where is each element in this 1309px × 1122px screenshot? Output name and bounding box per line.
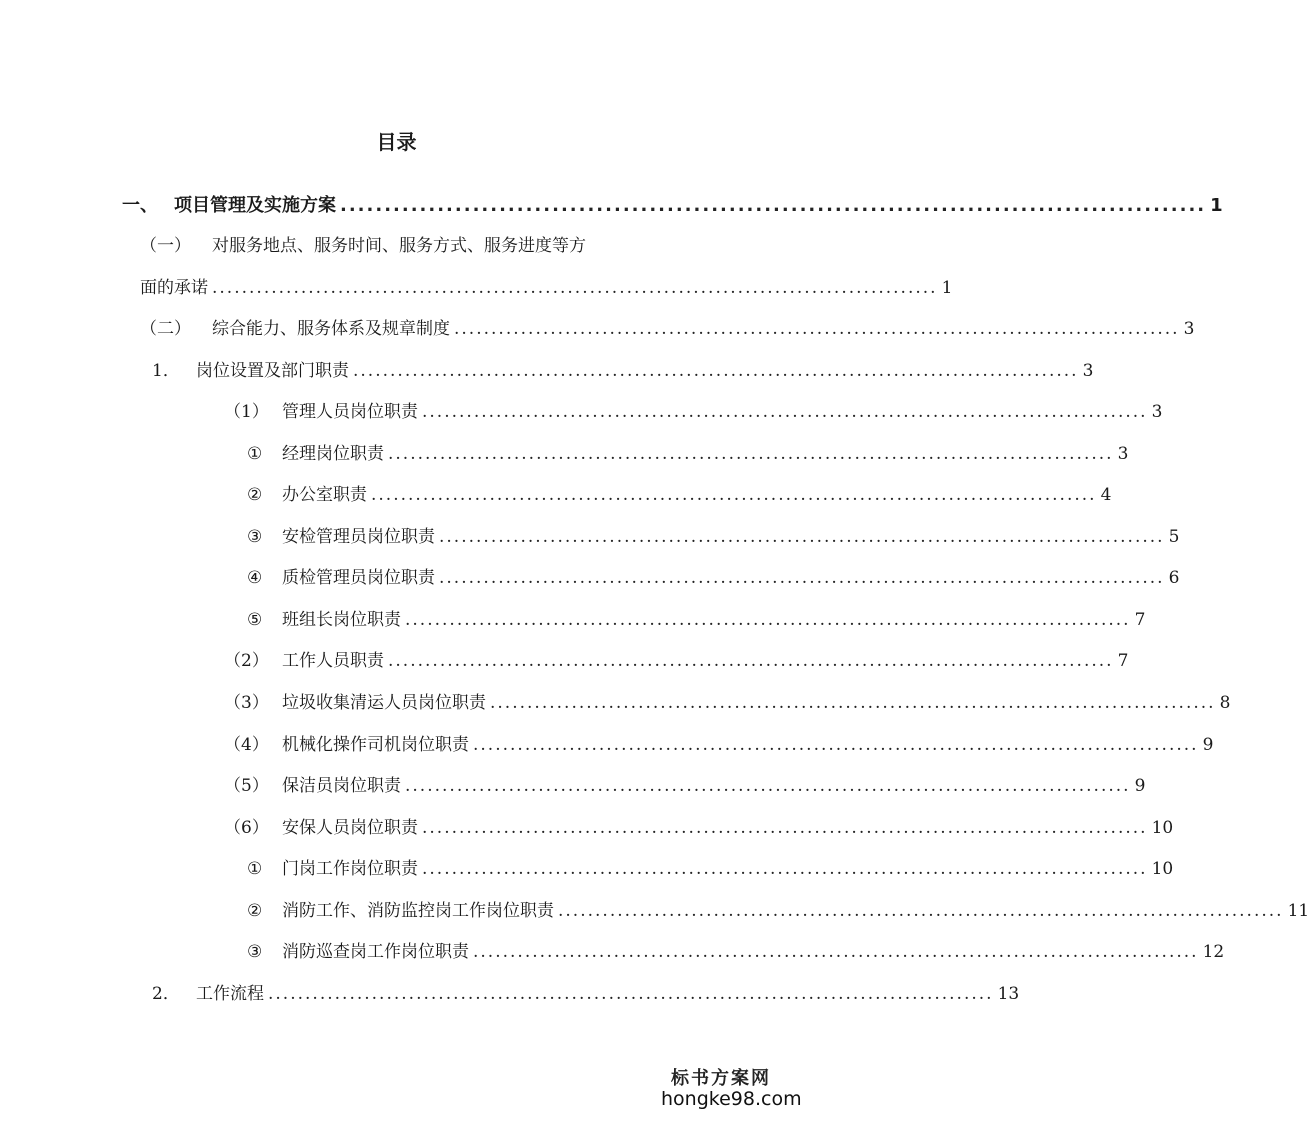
- toc-entry-number: ①: [247, 444, 263, 464]
- toc-entry-title: 经理岗位职责: [282, 444, 384, 464]
- toc-entry-page: 9: [1202, 735, 1214, 755]
- toc-entry[interactable]: [0, 397, 1163, 427]
- toc-leader-dots: ..................................................................................................: [422, 818, 1148, 838]
- toc-entry-title: 机械化操作司机岗位职责: [282, 735, 469, 755]
- toc-entry-number: 一、: [122, 195, 158, 216]
- toc-leader-dots: ..................................................................................................: [388, 651, 1114, 671]
- toc-leader-dots: ..................................................................................................: [371, 485, 1097, 505]
- toc-entry[interactable]: [0, 730, 1214, 760]
- toc-entry-number: ④: [247, 568, 263, 588]
- toc-entry-title: 消防巡查岗工作岗位职责: [282, 942, 469, 962]
- toc-entry-title: 面的承诺: [140, 278, 208, 298]
- toc-entry-page: 3: [1183, 319, 1195, 339]
- page-title: 目录: [376, 130, 417, 154]
- toc-entry-page: 7: [1134, 610, 1146, 630]
- toc-entry[interactable]: [0, 605, 1146, 635]
- toc-entry-title: 综合能力、服务体系及规章制度: [212, 319, 450, 339]
- toc-entry-title: 门岗工作岗位职责: [282, 859, 418, 879]
- toc-entry-page: 4: [1100, 485, 1112, 505]
- toc-entry-page: 9: [1134, 776, 1146, 796]
- toc-entry-page: 1: [1210, 195, 1223, 216]
- toc-entry-number: ③: [247, 942, 263, 962]
- toc-entry-page: 3: [1082, 361, 1094, 381]
- toc-entry-title: 工作人员职责: [282, 651, 384, 671]
- toc-entry[interactable]: [0, 813, 1174, 843]
- toc-entry-title: 管理人员岗位职责: [282, 402, 418, 422]
- toc-entry-number: （1）: [224, 402, 269, 422]
- toc-entry-page: 5: [1168, 527, 1180, 547]
- toc-entry-number: 1．: [152, 361, 180, 381]
- toc-entry-number: 2．: [152, 984, 180, 1004]
- toc-entry[interactable]: [0, 563, 1180, 593]
- toc-leader-dots: ..................................................................................................: [439, 568, 1165, 588]
- toc-entry[interactable]: [0, 937, 1225, 967]
- toc-entry[interactable]: [0, 480, 1112, 510]
- toc-leader-dots: ..................................................................................................: [490, 693, 1216, 713]
- toc-leader-dots: ..................................................................................................: [454, 319, 1180, 339]
- toc-entry-continuation[interactable]: [0, 273, 953, 303]
- toc-entry-number: （5）: [224, 776, 269, 796]
- toc-entry-number: （一）: [140, 236, 191, 256]
- toc-entry[interactable]: [0, 688, 1231, 718]
- toc-entry[interactable]: [0, 191, 1223, 221]
- toc-entry-page: 3: [1151, 402, 1163, 422]
- toc-leader-dots: ..................................................................................................: [353, 361, 1079, 381]
- toc-entry[interactable]: [0, 979, 1020, 1009]
- toc-entry[interactable]: [0, 896, 1309, 926]
- toc-entry-page: 10: [1151, 859, 1174, 879]
- toc-entry-page: 11: [1287, 901, 1309, 921]
- toc-entry[interactable]: [0, 439, 1129, 469]
- toc-entry-number: ②: [247, 901, 263, 921]
- toc-entry-number: ③: [247, 527, 263, 547]
- toc-leader-dots: ..................................................................................................: [212, 278, 938, 298]
- toc-entry-title: 班组长岗位职责: [282, 610, 401, 630]
- toc-entry-page: 7: [1117, 651, 1129, 671]
- toc-leader-dots: ..................................................................................................: [422, 402, 1148, 422]
- toc-leader-dots: ..................................................................................................: [439, 527, 1165, 547]
- toc-leader-dots: ..................................................................................................: [340, 195, 1207, 216]
- toc-entry-number: ①: [247, 859, 263, 879]
- toc-entry[interactable]: [0, 231, 793, 261]
- toc-entry-title: 办公室职责: [282, 485, 367, 505]
- toc-entry-title: 工作流程: [196, 984, 264, 1004]
- toc-entry-page: 8: [1219, 693, 1231, 713]
- toc-entry-number: ②: [247, 485, 263, 505]
- toc-entry-title: 安保人员岗位职责: [282, 818, 418, 838]
- watermark-name: 标书方案网: [671, 1068, 771, 1089]
- toc-entry-number: （3）: [224, 693, 269, 713]
- toc-entry-page: 3: [1117, 444, 1129, 464]
- toc-entry-page: 12: [1202, 942, 1225, 962]
- toc-entry-title: 项目管理及实施方案: [174, 195, 336, 216]
- toc-entry[interactable]: [0, 854, 1174, 884]
- toc-entry-page: 10: [1151, 818, 1174, 838]
- toc-entry-title: 垃圾收集清运人员岗位职责: [282, 693, 486, 713]
- toc-leader-dots: ..................................................................................................: [473, 942, 1199, 962]
- toc-leader-dots: ..................................................................................................: [473, 735, 1199, 755]
- toc-leader-dots: ..................................................................................................: [422, 859, 1148, 879]
- watermark-url: hongke98.com: [661, 1088, 802, 1110]
- toc-entry-title: 消防工作、消防监控岗工作岗位职责: [282, 901, 554, 921]
- toc-entry[interactable]: [0, 522, 1180, 552]
- toc-entry-page: 1: [941, 278, 953, 298]
- toc-leader-dots: ..................................................................................................: [558, 901, 1284, 921]
- watermark: [661, 1064, 802, 1110]
- toc-entry-title: 安检管理员岗位职责: [282, 527, 435, 547]
- toc-leader-dots: ..................................................................................................: [388, 444, 1114, 464]
- toc-entry[interactable]: [0, 646, 1129, 676]
- toc-entry-title: 质检管理员岗位职责: [282, 568, 435, 588]
- toc-entry[interactable]: [0, 356, 1094, 386]
- toc-entry-title: 对服务地点、服务时间、服务方式、服务进度等方: [212, 236, 586, 256]
- toc-leader-dots: ..................................................................................................: [405, 776, 1131, 796]
- toc-leader-dots: ..................................................................................................: [405, 610, 1131, 630]
- toc-entry-number: （6）: [224, 818, 269, 838]
- toc-leader-dots: ..................................................................................................: [268, 984, 994, 1004]
- toc-entry-title: 岗位设置及部门职责: [196, 361, 349, 381]
- toc-entry-number: （2）: [224, 651, 269, 671]
- toc-entry-page: 13: [997, 984, 1020, 1004]
- toc-entry[interactable]: [0, 314, 1195, 344]
- toc-entry-number: （4）: [224, 735, 269, 755]
- toc-entry-number: ⑤: [247, 610, 263, 630]
- toc-entry-title: 保洁员岗位职责: [282, 776, 401, 796]
- toc-entry-number: （二）: [140, 319, 191, 339]
- toc-entry-page: 6: [1168, 568, 1180, 588]
- toc-entry[interactable]: [0, 771, 1146, 801]
